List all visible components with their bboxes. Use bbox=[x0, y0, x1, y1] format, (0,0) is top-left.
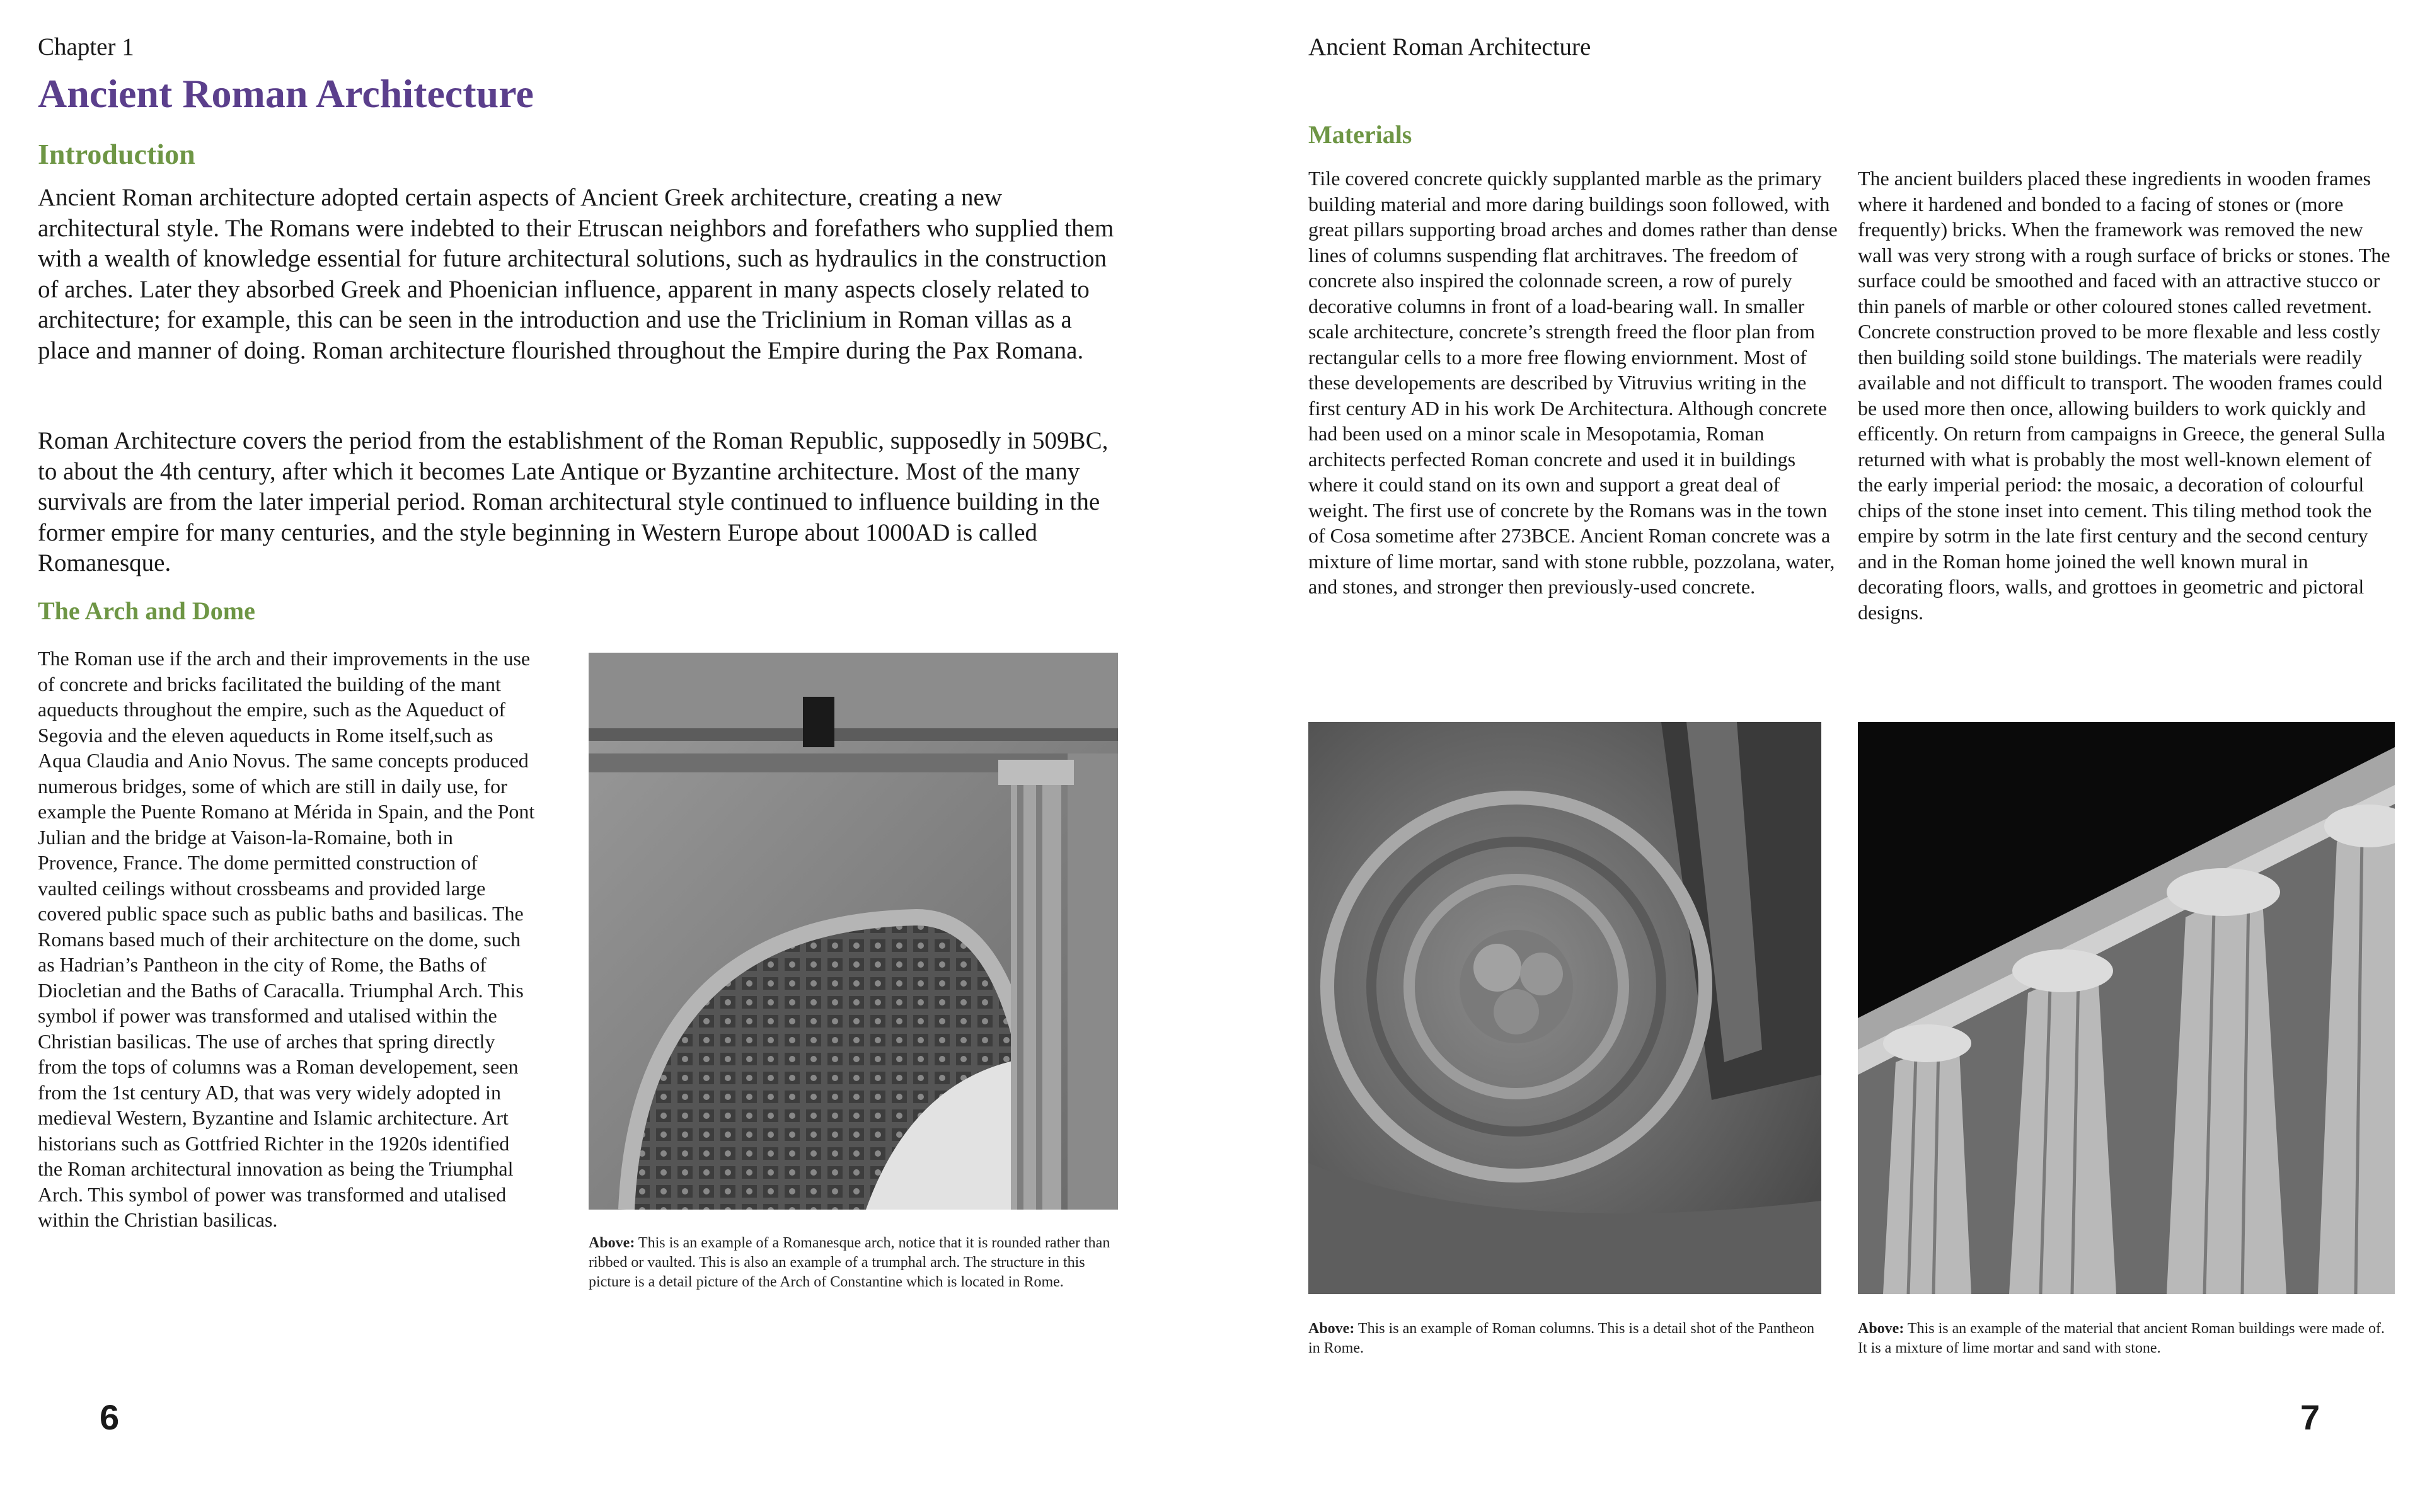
introduction-heading: Introduction bbox=[38, 138, 195, 170]
materials-heading: Materials bbox=[1308, 120, 1412, 149]
concrete-relief-photo bbox=[1308, 722, 1821, 1294]
caption-label: Above: bbox=[1858, 1320, 1904, 1337]
caption-text: This is an example of Roman columns. This is a detail shot of the Pantheon in Rome. bbox=[1308, 1320, 1815, 1356]
page-number-right: 7 bbox=[2300, 1397, 2320, 1437]
running-head-book: Ancient Roman Architecture bbox=[1308, 33, 1591, 60]
roman-columns-photo bbox=[1858, 722, 2395, 1294]
arch-dome-heading: The Arch and Dome bbox=[38, 597, 255, 625]
chapter-title: Ancient Roman Architecture bbox=[38, 71, 534, 116]
caption-label: Above: bbox=[589, 1235, 635, 1251]
arch-figure-caption bbox=[589, 1234, 1118, 1292]
caption-text: This is an example of a Romanesque arch, notice that it is rounded rather than ribbed or vaulted. This is also an example of a trumphal arch. The structure in this picture is a detail picture of the Arch of Constantine which is located in Rome. bbox=[589, 1235, 1110, 1290]
intro-paragraph-2: Roman Architecture covers the period from the establishment of the Roman Republic, supposedly in 509BC, to about the 4th century, after which it becomes Late Antique or Byzantine architecture. Most of the many survivals are from the later imperial period. Roman architectural style continued to influence building in the former empire for many centuries, and the style beginning in Western Europe about 1000AD is called Romanesque. bbox=[38, 427, 1109, 576]
right-page bbox=[1210, 0, 2420, 1512]
arch-photo bbox=[589, 653, 1118, 1210]
caption-label: Above: bbox=[1308, 1320, 1355, 1337]
caption-text: This is an example of the material that ancient Roman buildings were made of. It is a mixture of lime mortar and sand with stone. bbox=[1858, 1320, 2385, 1356]
materials-column-1: Tile covered concrete quickly supplanted marble as the primary building material and more daring buildings soon followed, with great pillars supporting broad arches and domes rather than dense lines of columns suspending flat architraves. The freedom of concrete also inspired the colonnade screen, a row of purely decorative columns in front of a load-bearing wall. In smaller scale architecture, concrete’s strength freed the floor plan from rectangular cells to a more free flowing enviornment. Most of these developements are described by Vitruvius writing in the first century AD in his work De Architectura. Although concrete had been used on a minor scale in Mesopotamia, Roman architects perfected Roman concrete and used it in buildings where it could stand on its own and support a great deal of weight. The first use of concrete by the Romans was in the town of Cosa sometime after 273BCE. Ancient Roman concrete was a mixture of lime mortar, sand with stone rubble, pozzolana, water, and stones, and stronger then previously-used concrete. bbox=[1308, 167, 1838, 598]
page-number-left: 6 bbox=[100, 1397, 120, 1437]
materials-column-2: The ancient builders placed these ingredients in wooden frames where it hardened and bonded to a facing of stones or (more frequently) bricks. When the framework was removed the new wall was very strong with a rough surface of bricks or stones. The surface could be smoothed and faced with an attractive stucco or thin panels of marble or other coloured stones called revetment. Concrete construction proved to be more flexable and less costly then building soild stone buildings. The materials were readily available and not difficult to transport. The wooden frames could be used more then once, allowing builders to work quickly and efficently. On return from campaigns in Greece, the general Sulla returned with what is probably the most well-known element of the early imperial period: the mosaic, a decoration of colourful chips of the stone inset into cement. This tiling method took the empire by sotrm in the late first century and the second century and in the Roman home joined the well known mural in decorating floors, walls, and grottoes in geometric and pictoral designs. bbox=[1858, 167, 2390, 624]
running-head-chapter: Chapter 1 bbox=[38, 33, 134, 60]
arch-dome-text: The Roman use if the arch and their improvements in the use of concrete and bricks facilitated the building of the mant aqueducts throughout the empire, such as the Aqueduct of Segovia and the eleven aqueducts in Rome itself,such as Aqua Claudia and Anio Novus. The same concepts produced numerous bridges, some of which are still in daily use, for example the Puente Romano at Mérida in Spain, and the Pont Julian and the bridge at Vaison-la-Romaine, both in Provence, France. The dome permitted construction of vaulted ceilings without crossbeams and provided large covered public space such as public baths and basilicas. The Romans based much of their architecture on the dome, such as Hadrian’s Pantheon in the city of Rome, the Baths of Diocletian and the Baths of Caracalla. Triumphal Arch. This symbol if power was transformed and utalised within the Christian basilicas. The use of arches that spring directly from the tops of columns was a Roman developement, seen from the 1st century AD, that was very widely adopted in medieval Western, Byzantine and Islamic architecture. Art historians such as Gottfried Richter in the 1920s identified the Roman architectural innovation as being the Triumphal Arch. This symbol of power was transformed and utalised within the Christian basilicas. bbox=[38, 647, 535, 1231]
intro-paragraph-1: Ancient Roman architecture adopted certain aspects of Ancient Greek architecture, creating a new architectural style. The Romans were indebted to their Etruscan neighbors and forefathers who supplied them with a wealth of knowledge essential for future architectural solutions, such as hydraulics in the construction of arches. Later they absorbed Greek and Phoenician influence, apparent in many aspects closely related to architecture; for example, this can be seen in the introduction and use the Triclinium in Roman villas as a place and manner of doing. Roman architecture flourished throughout the Empire during the Pax Romana. bbox=[38, 184, 1114, 364]
material-caption bbox=[1858, 1319, 2395, 1358]
columns-caption bbox=[1308, 1319, 1821, 1358]
